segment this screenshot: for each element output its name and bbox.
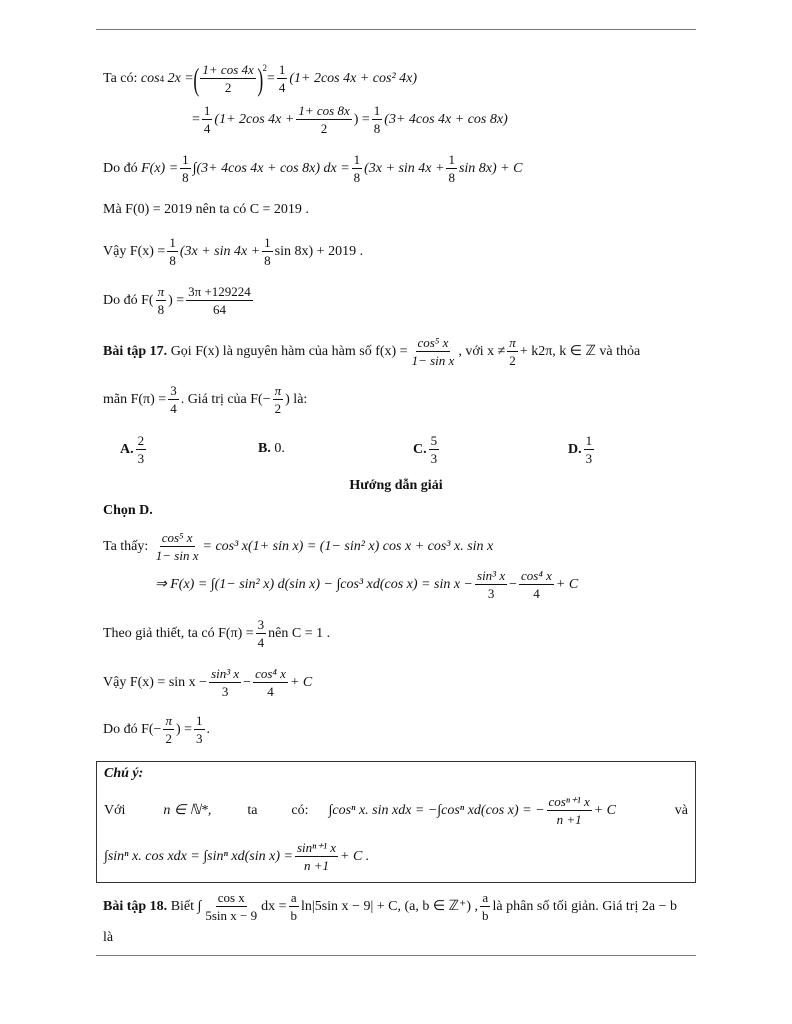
bottom-rule bbox=[96, 955, 696, 956]
text: Biết ∫ bbox=[170, 898, 202, 914]
text: Do đó F(− bbox=[103, 721, 162, 737]
text: dx = bbox=[261, 898, 287, 914]
solution-line-3 bbox=[103, 617, 330, 650]
text: cos bbox=[140, 70, 160, 86]
text: + C bbox=[555, 576, 579, 592]
text: (1+ 2cos 4x + cos² 4x) bbox=[289, 70, 418, 86]
fraction: $\frac{\text{cos⁴ x}}{4}$ bbox=[521, 568, 552, 601]
fraction: $\frac{1}{8}$ bbox=[169, 235, 176, 268]
text: và bbox=[674, 802, 688, 818]
exercise-17-line-2 bbox=[103, 383, 307, 416]
fraction: $\frac{\text{cos⁵ x}}{\text{1− sin x}}$ bbox=[411, 335, 455, 368]
option-a[interactable] bbox=[120, 433, 148, 466]
text: (3x + sin 4x + bbox=[364, 160, 445, 176]
fraction: $\frac{1}{3}$ bbox=[585, 433, 593, 466]
fraction: $\frac{a}{b}$ bbox=[290, 890, 298, 923]
fraction: $\frac{3\pi +129224}{64}$ bbox=[188, 284, 251, 317]
text: là bbox=[103, 930, 114, 945]
text: ta bbox=[247, 802, 258, 818]
text: + C . bbox=[340, 848, 370, 864]
text: Ta có: bbox=[103, 70, 138, 86]
text: (1+ 2cos 4x + bbox=[214, 111, 295, 127]
text: = bbox=[266, 70, 275, 86]
text: ∫sinⁿ x. cos xdx = ∫sinⁿ xd(sin x) = bbox=[104, 848, 293, 864]
text: ⇒ F(x) = ∫(1− sin² x) d(sin x) − ∫cos³ xd(cos x) = sin x − bbox=[155, 577, 474, 592]
text: ) là: bbox=[285, 391, 308, 407]
fraction: $\frac{\text{sinⁿ⁺¹ x}}{n +1}$ bbox=[296, 840, 336, 873]
text: Mà F(0) = 2019 nên ta có C = 2019 . bbox=[103, 202, 309, 217]
fraction: $\frac{\pi}{2}$ bbox=[509, 335, 516, 368]
text: ln|5sin x − 9| + C, (a, b ∈ ℤ⁺) , bbox=[301, 899, 479, 914]
fraction: $\frac{3}{4}$ bbox=[257, 617, 265, 650]
fraction: $\frac{1+ \cos 8x}{2}$ bbox=[298, 103, 350, 136]
answer-choice bbox=[103, 503, 153, 519]
text: ) = bbox=[353, 111, 370, 127]
option-label: D. bbox=[568, 441, 582, 457]
text: + C bbox=[289, 674, 313, 690]
text: = bbox=[192, 111, 200, 127]
option-label: A. bbox=[120, 441, 134, 457]
text: + C bbox=[593, 802, 617, 818]
text: + k2π, k ∈ ℤ và thỏa bbox=[519, 344, 641, 359]
note-box bbox=[96, 761, 696, 883]
fraction: $\frac{1}{3}$ bbox=[196, 713, 203, 746]
note-line-1 bbox=[104, 794, 688, 827]
text: sin 8x) + C bbox=[458, 160, 523, 176]
text: − bbox=[243, 674, 252, 690]
integral-line bbox=[103, 152, 522, 185]
text: = cos³ x(1+ sin x) = (1− sin² x) cos x + cos³ x. sin x bbox=[202, 538, 494, 554]
fraction: $\frac{1}{8}$ bbox=[353, 152, 361, 185]
text: Theo giả thiết, ta có F(π) = bbox=[103, 625, 254, 641]
text: Vậy F(x) = bbox=[103, 243, 166, 259]
text: F(x) = bbox=[141, 160, 179, 176]
guide-title: Hướng dẫn giải bbox=[349, 478, 443, 493]
option-c[interactable] bbox=[413, 433, 441, 466]
text: Do đó F( bbox=[103, 292, 154, 308]
fraction: $\frac{a}{b}$ bbox=[482, 890, 489, 923]
option-label: B. bbox=[258, 441, 271, 456]
fraction: $\frac{1+ \cos 4x}{2}$ bbox=[202, 62, 254, 95]
solution-line-5 bbox=[103, 713, 210, 746]
text: là phân số tối giản. Giá trị 2a − b bbox=[492, 898, 677, 914]
text: Gọi F(x) là nguyên hàm của hàm số f(x) = bbox=[170, 343, 408, 359]
fraction: $\frac{\text{sin³ x}}{3}$ bbox=[211, 666, 240, 699]
text: (3x + sin 4x + bbox=[179, 243, 261, 259]
text: ∫(3+ 4cos 4x + cos 8x) dx = bbox=[192, 160, 350, 176]
fraction: $\frac{1}{8}$ bbox=[448, 152, 455, 185]
fraction: $\frac{\pi}{2}$ bbox=[274, 383, 282, 416]
text: n ∈ ℕ*, bbox=[163, 803, 212, 818]
solution-line-4 bbox=[103, 666, 312, 699]
text: − bbox=[509, 576, 518, 592]
exercise-18-line-2 bbox=[103, 930, 113, 946]
fraction: $\frac{5}{3}$ bbox=[430, 433, 438, 466]
text: (3+ 4cos 4x + cos 8x) bbox=[384, 111, 508, 127]
fraction: $\frac{\pi}{8}$ bbox=[157, 284, 165, 317]
text: Với bbox=[104, 802, 126, 818]
exercise-18-line-1 bbox=[103, 890, 677, 923]
text: Ta thấy: bbox=[103, 538, 149, 554]
expansion-line-2 bbox=[192, 103, 508, 136]
note-title: Chú ý: bbox=[104, 766, 144, 781]
text: Do đó bbox=[103, 160, 138, 176]
text: ∫cosⁿ x. sin xdx = −∫cosⁿ xd(cos x) = − bbox=[328, 802, 545, 818]
exercise-label: Bài tập 18. bbox=[103, 898, 168, 914]
fraction: $\frac{\text{cos x}}{\text{5sin x − 9}}$ bbox=[205, 890, 258, 923]
option-label: C. bbox=[413, 441, 427, 457]
do-do-line-2 bbox=[103, 284, 255, 317]
fraction: $\frac{1}{8}$ bbox=[373, 103, 381, 136]
text: ) = bbox=[168, 292, 185, 308]
top-rule bbox=[96, 29, 696, 30]
fraction: $\frac{1}{8}$ bbox=[182, 152, 189, 185]
expansion-line-1: Ta có: cos 4 2x = ( $\frac{1+ \cos 4x}{2}$ ) $^2$ = $\frac{1}{4}$ (1+ 2cos 4x + cos² 4x) bbox=[103, 60, 418, 97]
fraction: $\frac{\text{sin³ x}}{3}$ bbox=[477, 568, 506, 601]
fraction: $\frac{\text{cos⁴ x}}{4}$ bbox=[255, 666, 286, 699]
text: mãn F(π) = bbox=[103, 391, 167, 407]
solution-line-2 bbox=[155, 568, 578, 601]
fraction: $\frac{\text{cosⁿ⁺¹ x}}{n +1}$ bbox=[548, 794, 590, 827]
solution-line-1 bbox=[103, 530, 493, 563]
text: Vậy F(x) = sin x − bbox=[103, 674, 208, 690]
fraction: $\frac{1}{4}$ bbox=[278, 62, 286, 95]
text: sin 8x) + 2019 . bbox=[274, 243, 364, 259]
text: ) = bbox=[175, 721, 193, 737]
vay-line-1 bbox=[103, 235, 363, 268]
option-b[interactable] bbox=[258, 441, 285, 457]
text: có: bbox=[291, 802, 309, 818]
ma-line bbox=[103, 202, 309, 218]
text: 2x = bbox=[167, 70, 194, 86]
note-line-2 bbox=[104, 840, 369, 873]
fraction: $\frac{\text{cos⁵ x}}{\text{1− sin x}}$ bbox=[155, 530, 199, 563]
fraction: $\frac{1}{8}$ bbox=[264, 235, 271, 268]
text: . Giá trị của F(− bbox=[180, 391, 271, 407]
fraction: $\frac{1}{4}$ bbox=[203, 103, 211, 136]
fraction: $\frac{3}{4}$ bbox=[170, 383, 177, 416]
text: . bbox=[206, 721, 211, 737]
option-value: 0. bbox=[274, 441, 285, 456]
text: , với x ≠ bbox=[458, 343, 506, 359]
exercise-label: Bài tập 17. bbox=[103, 343, 168, 359]
option-d[interactable] bbox=[568, 433, 596, 466]
text: nên C = 1 . bbox=[268, 625, 331, 641]
exercise-17-line-1 bbox=[103, 335, 640, 368]
text: Chọn D. bbox=[103, 503, 153, 518]
fraction: $\frac{2}{3}$ bbox=[137, 433, 145, 466]
fraction: $\frac{\pi}{2}$ bbox=[165, 713, 172, 746]
